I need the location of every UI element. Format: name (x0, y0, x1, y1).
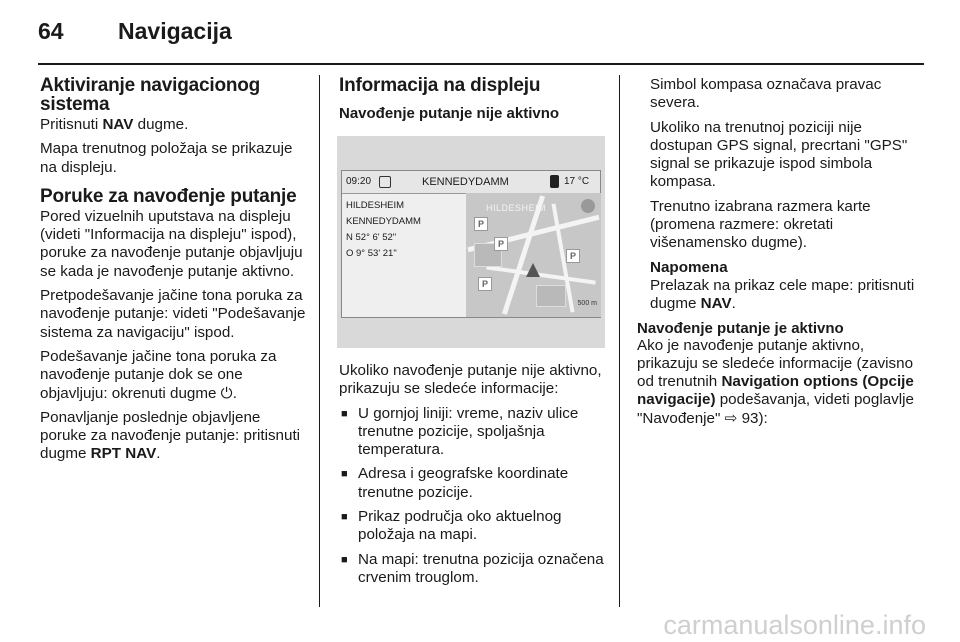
list-item: ■ Na mapi: trenutna pozicija označena crvenim trouglom. (339, 551, 605, 588)
note-text: Prelazak na prikaz cele mape: pritisnuti dugme NAV. (650, 276, 915, 313)
list-item: ■ Adresa i geografske koordinate trenutne pozicije. (339, 465, 605, 502)
parking-icon: P (566, 249, 580, 263)
page-number: 64 (38, 18, 64, 44)
header-rule (38, 63, 924, 65)
display-screen (341, 170, 601, 318)
current-position-arrow-icon (526, 263, 540, 277)
paragraph-active: Ako je navođenje putanje aktivno, prikazuju se sledeće informacije (zavisno od trenutnih Navigation options (Opcije navigacije) podešavanja, videti poglavlje "Navođenje" ⇨ 93): (637, 336, 914, 427)
column-2 (339, 76, 605, 593)
display-street: KENNEDYDAMM (422, 176, 509, 188)
parking-icon: P (494, 237, 508, 251)
display-city: HILDESHEIM (346, 200, 405, 211)
parking-icon: P (478, 277, 492, 291)
navigation-options-label: Navigation options (Opcije navigacije) (637, 373, 914, 409)
paragraph-intro: Ukoliko navođenje putanje nije aktivno, prikazuju se sledeće informacije: (339, 362, 602, 398)
heading-display-info: Informacija na displeju (339, 75, 541, 96)
display-latitude: N 52° 6' 52" (346, 232, 397, 243)
column-divider-1 (319, 75, 320, 607)
watermark: carmanualsonline.info (663, 610, 926, 640)
parking-icon: P (474, 217, 488, 231)
display-top-bar (342, 171, 600, 194)
map-city-label: HILDESHEIM (486, 203, 547, 213)
display-map (466, 193, 601, 317)
display-street-2: KENNEDYDAMM (346, 216, 421, 227)
paragraph-gps: Ukoliko na trenutnoj poziciji nije dostupan GPS signal, precrtani "GPS" signal se prikazuje ispod simbola kompasa. (650, 118, 908, 191)
list-item: ■ Prikaz područja oko aktuelnog položaja na mapi. (339, 508, 605, 545)
paragraph-messages: Pored vizuelnih uputstava na displeju (videti "Informacija na displeju" ispod), poruke za navođenje putanje objavljuju se kada je navođenje putanje aktivno. (40, 207, 303, 280)
heading-activate: Aktiviranje navigacionog sistema (40, 75, 261, 115)
paragraph-preset: Pretpodešavanje jačine tona poruka za navođenje putanje: videti "Podešavanje sistema za navigaciju" ispod. (40, 287, 306, 341)
column-3 (637, 76, 927, 434)
clock-icon (379, 176, 391, 188)
compass-icon (581, 199, 595, 213)
paragraph-compass: Simbol kompasa označava pravac severa. (650, 76, 882, 112)
note-title: Napomena (650, 258, 728, 276)
column-divider-2 (619, 75, 620, 607)
nav-button-label: NAV (700, 295, 732, 313)
paragraph-scale: Trenutno izabrana razmera karte (promena razmere: okretati višenamensko dugme). (650, 197, 871, 252)
heading-guidance-active: Navođenje putanje je aktivno (637, 319, 844, 337)
paragraph-repeat: Ponavljanje poslednje objavljene poruke za navođenje putanje: pritisnuti dugme RPT NAV. (40, 408, 301, 463)
nav-button-label: NAV (102, 116, 134, 133)
display-address (346, 198, 421, 262)
chapter-title: Navigacija (118, 18, 232, 44)
thermometer-icon (550, 175, 559, 188)
heading-messages: Poruke za navođenje putanje (40, 185, 297, 207)
display-screenshot (337, 136, 605, 348)
heading-guidance-inactive: Navođenje putanje nije aktivno (339, 105, 560, 122)
page-reference-arrow-icon: ⇨ (724, 409, 738, 427)
paragraph-volume: Podešavanje jačine tona poruka za navođenje putanje dok se one objavljuju: okrenuti dugme ⏻. (40, 347, 277, 402)
info-list (339, 405, 605, 588)
column-1 (40, 76, 310, 470)
power-knob-icon: ⏻ (220, 384, 233, 402)
list-item: ■ U gornjoj liniji: vreme, naziv ulice trenutne pozicije, spoljašnja temperatura. (339, 405, 605, 460)
display-time: 09:20 (346, 176, 372, 187)
map-scale: 500 m (577, 299, 597, 307)
display-longitude: O 9° 53' 21" (346, 248, 397, 259)
display-temperature: 17 °C (564, 176, 590, 187)
paragraph-map: Mapa trenutnog položaja se prikazuje na displeju. (40, 140, 293, 176)
rpt-nav-button-label: RPT NAV (90, 445, 157, 463)
paragraph-press-nav: Pritisnuti NAV dugme. (40, 116, 189, 133)
